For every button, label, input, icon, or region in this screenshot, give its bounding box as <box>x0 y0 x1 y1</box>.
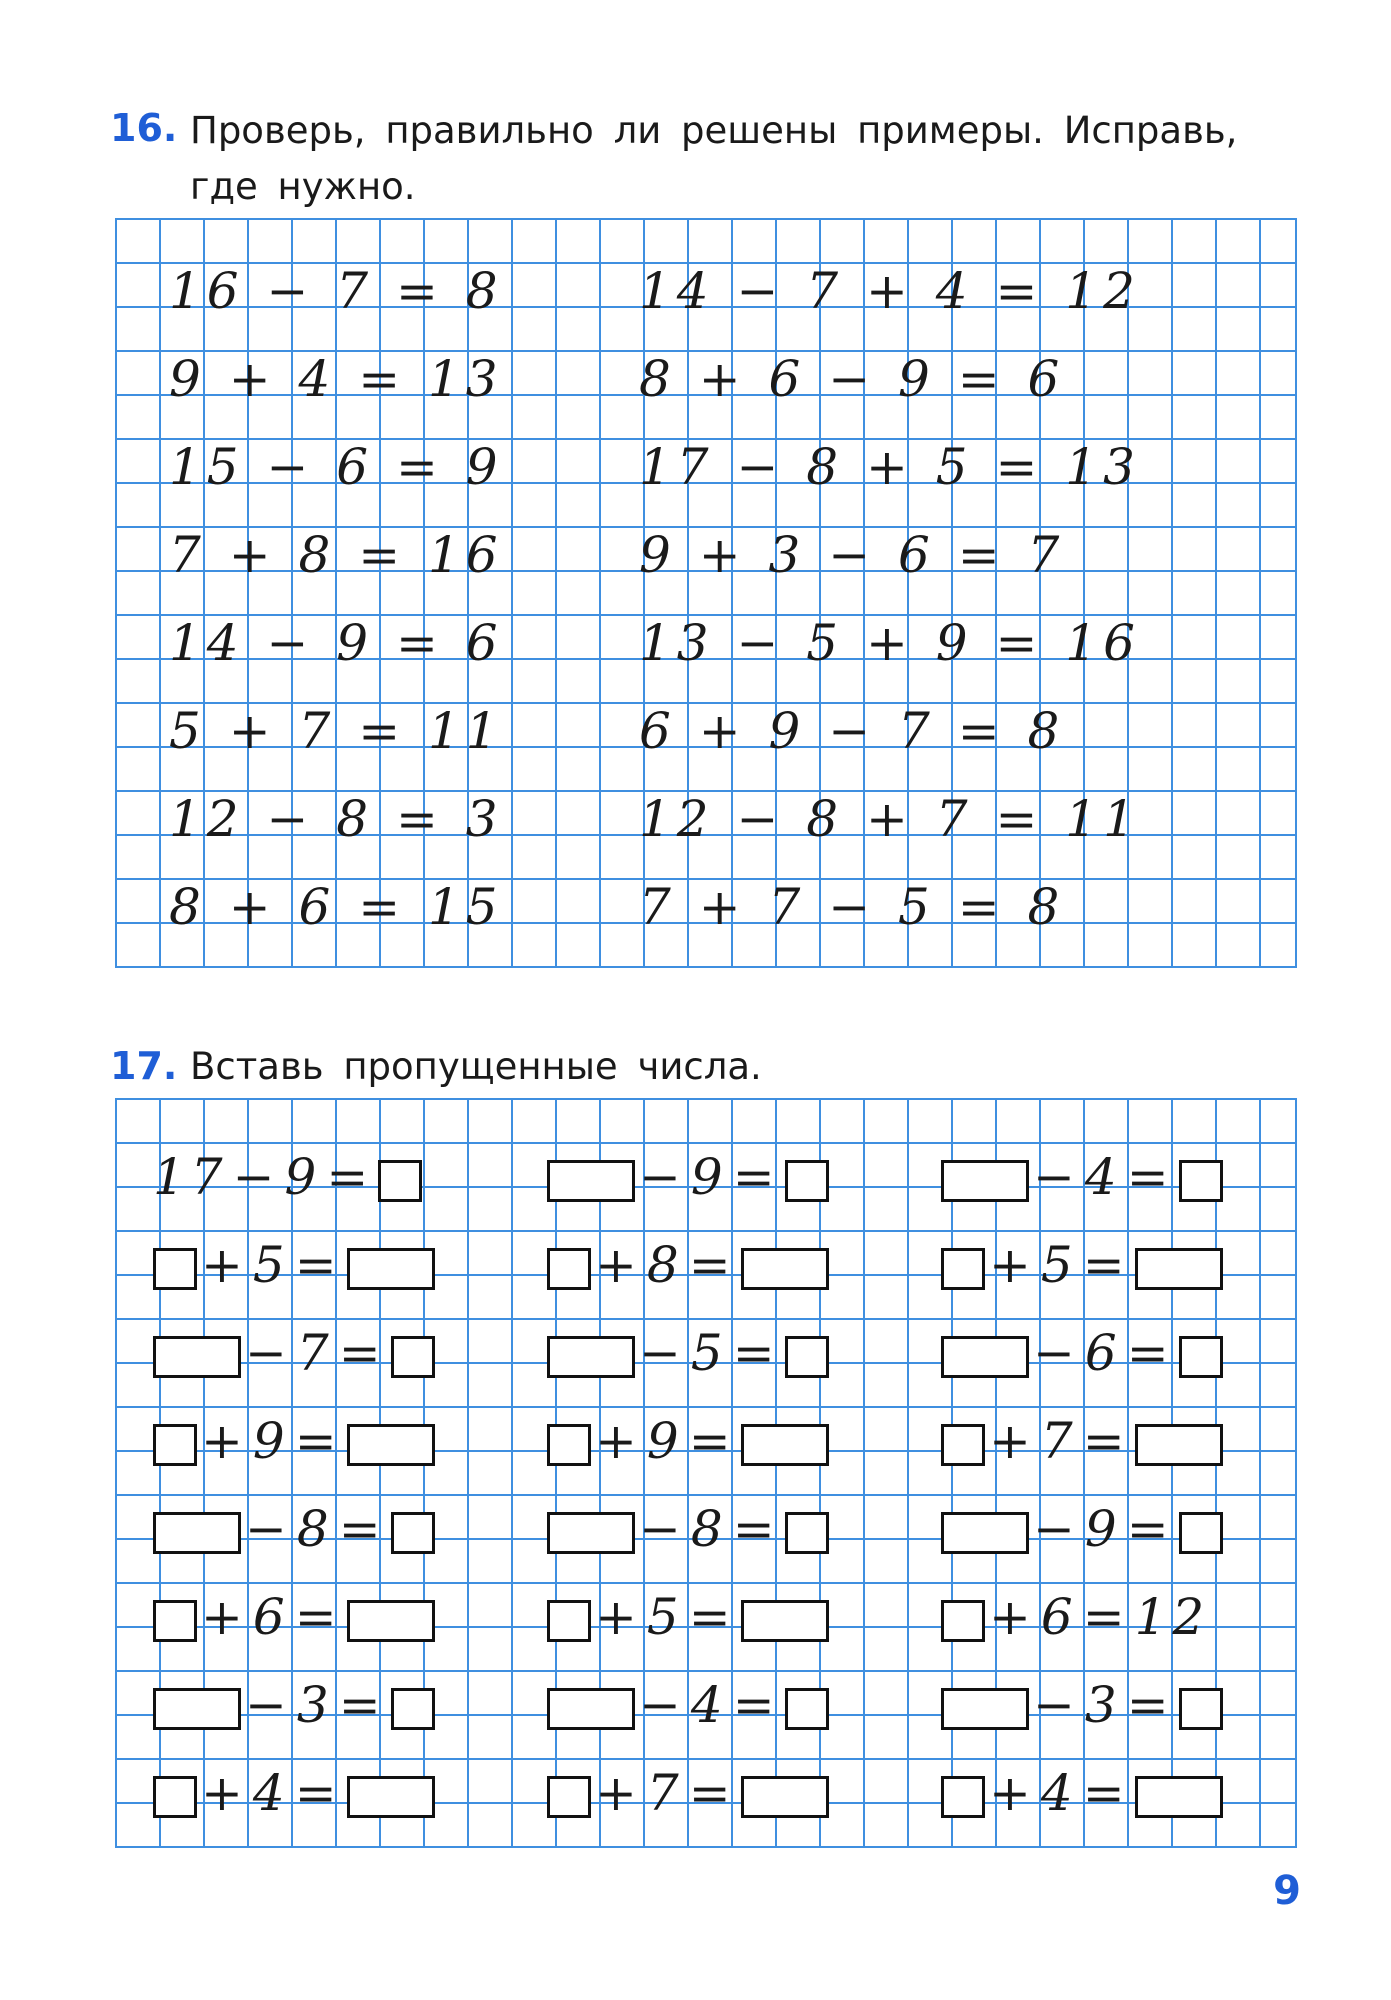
second-operand: 3 <box>296 1676 335 1734</box>
result-blank-box[interactable] <box>347 1600 435 1642</box>
first-operand-blank-box[interactable] <box>941 1336 1029 1378</box>
task-16-equation-row <box>639 598 1141 678</box>
equals-sign: = <box>732 1148 781 1206</box>
first-operand-blank-box[interactable] <box>941 1600 985 1642</box>
task-17-equation-row <box>941 1474 1223 1564</box>
task-17-equation-row <box>547 1562 829 1652</box>
task-17-equation-row <box>153 1738 435 1828</box>
equals-sign: = <box>294 1764 343 1822</box>
equals-sign: = <box>1082 1764 1131 1822</box>
second-operand: 5 <box>646 1588 685 1646</box>
task-16-equation-row <box>169 246 504 326</box>
first-operand-blank-box[interactable] <box>547 1248 591 1290</box>
result-blank-box[interactable] <box>1135 1776 1223 1818</box>
operator: − <box>1033 1324 1081 1382</box>
operator: + <box>989 1588 1037 1646</box>
task-16-grid <box>115 218 1297 968</box>
task-17-equation-row <box>547 1650 829 1740</box>
first-operand-blank-box[interactable] <box>547 1336 635 1378</box>
operator: − <box>1033 1148 1081 1206</box>
operator: + <box>595 1236 643 1294</box>
operator: + <box>989 1764 1037 1822</box>
task-17-equation-row <box>153 1474 435 1564</box>
operator: + <box>595 1412 643 1470</box>
task-16-equation-row <box>639 686 1065 766</box>
second-operand: 9 <box>690 1148 729 1206</box>
equals-sign: = <box>1082 1236 1131 1294</box>
task-17-equation-row <box>547 1122 829 1212</box>
equals-sign: = <box>1126 1324 1175 1382</box>
second-operand: 4 <box>1084 1148 1123 1206</box>
result-blank-box[interactable] <box>1179 1160 1223 1202</box>
first-operand-blank-box[interactable] <box>153 1600 197 1642</box>
equals-sign: = <box>688 1764 737 1822</box>
equals-sign: = <box>688 1412 737 1470</box>
result-blank-box[interactable] <box>1179 1336 1223 1378</box>
task-16-equation: 7 + 7 − 5 = 8 <box>639 878 1066 936</box>
operator: − <box>1033 1500 1081 1558</box>
equals-sign: = <box>294 1412 343 1470</box>
task-16-equation: 13 − 5 + 9 = 16 <box>639 614 1141 672</box>
task-17-equation-row <box>153 1650 435 1740</box>
task-17-equation-row <box>941 1738 1223 1828</box>
task-17-equation-row <box>153 1122 422 1212</box>
task-16-equation: 17 − 8 + 5 = 13 <box>639 438 1141 496</box>
task-16-equation: 5 + 7 = 11 <box>169 702 504 760</box>
second-operand: 4 <box>690 1676 729 1734</box>
result-blank-box[interactable] <box>1135 1248 1223 1290</box>
task-17-equation-row <box>941 1562 1210 1652</box>
first-operand-blank-box[interactable] <box>547 1512 635 1554</box>
second-operand: 7 <box>296 1324 335 1382</box>
task-17-text: Вставь пропущенные числа. <box>190 1045 762 1088</box>
equals-sign: = <box>1126 1148 1175 1206</box>
task-16-equation-row <box>169 334 504 414</box>
result-blank-box[interactable] <box>741 1600 829 1642</box>
operator: − <box>639 1324 687 1382</box>
operator: − <box>639 1500 687 1558</box>
task-16-equation-row <box>639 862 1065 942</box>
first-operand-blank-box[interactable] <box>153 1424 197 1466</box>
task-17-equation-row <box>153 1210 435 1300</box>
second-operand: 6 <box>252 1588 291 1646</box>
result-blank-box[interactable] <box>347 1424 435 1466</box>
equals-sign: = <box>732 1676 781 1734</box>
task-16-number: 16. <box>110 106 178 150</box>
task-17-equation-row <box>153 1298 435 1388</box>
task-16-equation-row <box>169 422 504 502</box>
operator: + <box>595 1588 643 1646</box>
operator: − <box>639 1676 687 1734</box>
equals-sign: = <box>1126 1500 1175 1558</box>
task-17-equation-row <box>941 1298 1223 1388</box>
operator: − <box>232 1148 281 1206</box>
task-17-number: 17. <box>110 1044 178 1088</box>
first-operand-blank-box[interactable] <box>547 1424 591 1466</box>
second-operand: 9 <box>646 1412 685 1470</box>
equals-sign: = <box>1082 1412 1131 1470</box>
task-17-equation-row <box>941 1122 1223 1212</box>
second-operand: 9 <box>284 1148 323 1206</box>
result-blank-box[interactable] <box>1135 1424 1223 1466</box>
task-16-equation: 16 − 7 = 8 <box>169 262 504 320</box>
equals-sign: = <box>1126 1676 1175 1734</box>
first-operand-blank-box[interactable] <box>941 1776 985 1818</box>
equals-sign: = <box>338 1324 387 1382</box>
result-blank-box[interactable] <box>785 1688 829 1730</box>
task-17-grid <box>115 1098 1297 1848</box>
task-16-equation: 12 − 8 + 7 = 11 <box>639 790 1141 848</box>
task-17-equation-row <box>547 1210 829 1300</box>
result-blank-box[interactable] <box>347 1776 435 1818</box>
first-operand-blank-box[interactable] <box>547 1160 635 1202</box>
task-16-equation: 14 − 9 = 6 <box>169 614 504 672</box>
second-operand: 4 <box>252 1764 291 1822</box>
task-17-equation-row <box>547 1738 829 1828</box>
equals-sign: = <box>688 1236 737 1294</box>
operator: − <box>1033 1676 1081 1734</box>
result-blank-box[interactable] <box>347 1248 435 1290</box>
task-16-equation-row <box>639 422 1141 502</box>
second-operand: 7 <box>1040 1412 1079 1470</box>
result-blank-box[interactable] <box>741 1776 829 1818</box>
equals-sign: = <box>294 1236 343 1294</box>
task-16-equation-row <box>639 510 1065 590</box>
task-16-equation-row <box>169 862 504 942</box>
task-16-equation-row <box>169 774 504 854</box>
result-blank-box[interactable] <box>785 1160 829 1202</box>
first-operand-blank-box[interactable] <box>153 1336 241 1378</box>
equals-sign: = <box>338 1676 387 1734</box>
first-operand-blank-box[interactable] <box>153 1776 197 1818</box>
task-16-equation-row <box>169 686 504 766</box>
task-17-equation-row <box>153 1386 435 1476</box>
result-blank-box[interactable] <box>391 1336 435 1378</box>
task-16-equation-row <box>639 246 1141 326</box>
result-blank-box[interactable] <box>391 1512 435 1554</box>
task-16-equation-row <box>169 510 504 590</box>
task-17-equation-row <box>547 1298 829 1388</box>
first-operand-blank-box[interactable] <box>941 1512 1029 1554</box>
operator: − <box>245 1676 293 1734</box>
task-16-equation: 8 + 6 = 15 <box>169 878 504 936</box>
second-operand: 4 <box>1040 1764 1079 1822</box>
task-16-equation: 7 + 8 = 16 <box>169 526 504 584</box>
task-17-equation-row <box>547 1474 829 1564</box>
equals-sign: = <box>688 1588 737 1646</box>
first-operand-blank-box[interactable] <box>941 1160 1029 1202</box>
page-number: 9 <box>1273 1868 1301 1914</box>
second-operand: 8 <box>646 1236 685 1294</box>
result-blank-box[interactable] <box>378 1160 422 1202</box>
first-operand-blank-box[interactable] <box>153 1248 197 1290</box>
second-operand: 6 <box>1084 1324 1123 1382</box>
first-operand-blank-box[interactable] <box>941 1688 1029 1730</box>
task-17-equation-row <box>941 1210 1223 1300</box>
result-blank-box[interactable] <box>741 1424 829 1466</box>
equals-sign: = <box>1082 1588 1131 1646</box>
task-16-equation: 12 − 8 = 3 <box>169 790 504 848</box>
second-operand: 5 <box>690 1324 729 1382</box>
result-blank-box[interactable] <box>391 1688 435 1730</box>
task-16-equation-row <box>169 598 504 678</box>
task-17-equation-row <box>153 1562 435 1652</box>
task-16-equation: 9 + 3 − 6 = 7 <box>639 526 1066 584</box>
equals-sign: = <box>732 1500 781 1558</box>
result-blank-box[interactable] <box>741 1248 829 1290</box>
operator: − <box>245 1324 293 1382</box>
first-operand-blank-box[interactable] <box>941 1424 985 1466</box>
operator: + <box>201 1764 249 1822</box>
task-16-equation: 6 + 9 − 7 = 8 <box>639 702 1066 760</box>
task-16-equation: 8 + 6 − 9 = 6 <box>639 350 1066 408</box>
equals-sign: = <box>294 1588 343 1646</box>
first-operand-blank-box[interactable] <box>153 1688 241 1730</box>
result-blank-box[interactable] <box>1179 1688 1223 1730</box>
result-blank-box[interactable] <box>1179 1512 1223 1554</box>
result-blank-box[interactable] <box>785 1336 829 1378</box>
equals-sign: = <box>338 1500 387 1558</box>
second-operand: 5 <box>1040 1236 1079 1294</box>
operator: + <box>989 1236 1037 1294</box>
operator: − <box>639 1148 687 1206</box>
task-16-equation-row <box>639 334 1065 414</box>
task-17-equation-row <box>941 1650 1223 1740</box>
second-operand: 8 <box>690 1500 729 1558</box>
operator: + <box>201 1412 249 1470</box>
result-value: 12 <box>1134 1588 1211 1646</box>
second-operand: 6 <box>1040 1588 1079 1646</box>
first-operand-blank-box[interactable] <box>547 1776 591 1818</box>
second-operand: 9 <box>252 1412 291 1470</box>
operator: − <box>245 1500 293 1558</box>
first-operand-blank-box[interactable] <box>941 1248 985 1290</box>
result-blank-box[interactable] <box>785 1512 829 1554</box>
first-operand-blank-box[interactable] <box>153 1512 241 1554</box>
operator: + <box>201 1236 249 1294</box>
first-operand: 17 <box>153 1148 229 1206</box>
second-operand: 9 <box>1084 1500 1123 1558</box>
second-operand: 5 <box>252 1236 291 1294</box>
operator: + <box>595 1764 643 1822</box>
task-16-equation: 14 − 7 + 4 = 12 <box>639 262 1141 320</box>
first-operand-blank-box[interactable] <box>547 1688 635 1730</box>
equals-sign: = <box>732 1324 781 1382</box>
task-17-equation-row <box>941 1386 1223 1476</box>
second-operand: 3 <box>1084 1676 1123 1734</box>
task-16-text-line2: где нужно. <box>190 165 416 208</box>
task-16-text-line1: Проверь, правильно ли решены примеры. Исправь, <box>190 109 1238 152</box>
first-operand-blank-box[interactable] <box>547 1600 591 1642</box>
second-operand: 7 <box>646 1764 685 1822</box>
task-16-equation: 9 + 4 = 13 <box>169 350 504 408</box>
operator: + <box>989 1412 1037 1470</box>
task-16-equation-row <box>639 774 1141 854</box>
task-16-equation: 15 − 6 = 9 <box>169 438 504 496</box>
operator: + <box>201 1588 249 1646</box>
second-operand: 8 <box>296 1500 335 1558</box>
equals-sign: = <box>326 1148 375 1206</box>
task-17-equation-row <box>547 1386 829 1476</box>
